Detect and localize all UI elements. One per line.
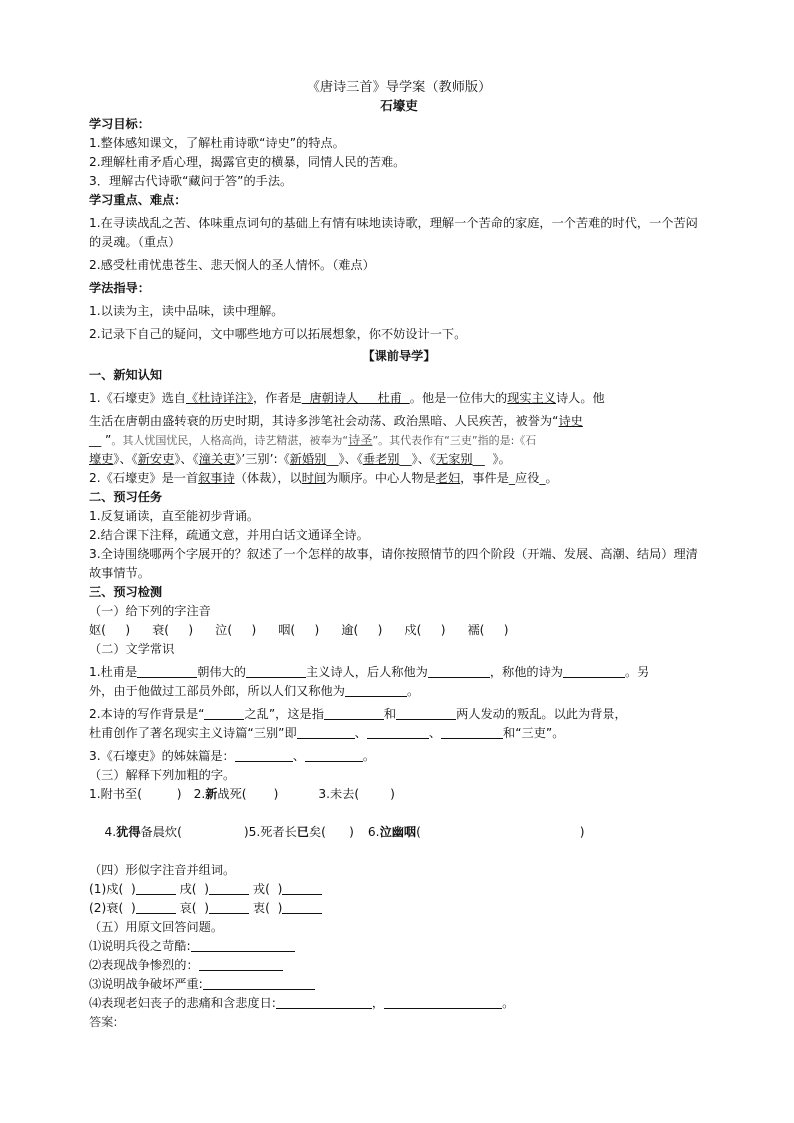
sub-heading: （四）形似字注音并组词。 (89, 863, 236, 877)
form-item: (2)衰( ) (89, 901, 136, 915)
answer-poem: 新婚别 (289, 452, 327, 466)
explain-item[interactable]: ( ) (416, 825, 585, 839)
text: 。 (362, 749, 376, 763)
pinyin-item[interactable]: 泣( ) (215, 623, 257, 637)
pinyin-row (89, 621, 709, 640)
fill-blank[interactable] (305, 747, 363, 762)
bold-char: 新 (205, 787, 218, 801)
focus-item: 2.感受杜甫忧患苍生、悲天悯人的圣人情怀。（难点） (89, 258, 375, 272)
part1-line (89, 389, 709, 408)
literature-line (89, 682, 709, 701)
task-item: 1.反复诵读，直至能初步背诵。 (89, 509, 260, 523)
question-text: ⑶说明战争破坏严重: (89, 977, 203, 991)
fill-blank[interactable] (428, 663, 490, 678)
fill-blank[interactable] (235, 747, 293, 762)
fill-blank[interactable] (282, 880, 322, 895)
text: 、 (292, 749, 305, 763)
part1-line (89, 450, 709, 469)
text: 1.杜甫是 (89, 665, 138, 679)
literature-line (89, 705, 709, 724)
focus-heading: 学习重点、难点： (89, 193, 187, 207)
answer-blank[interactable] (199, 956, 283, 971)
question-line (89, 956, 709, 975)
pinyin-item[interactable]: 戍( ) (404, 623, 446, 637)
fill-blank[interactable] (209, 899, 249, 914)
bold-char: 犹得 (116, 825, 141, 839)
text: ，作者是 (252, 391, 302, 405)
text: （体裁），以 (234, 471, 302, 485)
answer-blank[interactable] (276, 994, 372, 1009)
answer-blank[interactable] (384, 994, 502, 1009)
text: 战死( ) (217, 787, 279, 801)
fill-blank[interactable] (367, 724, 429, 739)
page-title: 《唐诗三首》导学案（教师版） (306, 80, 492, 95)
literature-line (89, 747, 709, 766)
text: 外，由于他做过工部员外郎，所以人们又称他为 (89, 684, 345, 698)
pinyin-item[interactable]: 襦( ) (467, 623, 509, 637)
pre-study-section-title: 【课前导学】 (362, 349, 436, 363)
text: 朝伟大的 (197, 665, 246, 679)
literature-line (89, 663, 709, 682)
method-item: 2.记录下自己的疑问，文中哪些地方可以拓展想象，你不妨设计一下。 (89, 327, 467, 341)
explain-row (89, 785, 709, 804)
text: 》、《 (113, 452, 138, 466)
answer-source: 《杜诗详注》 (185, 391, 253, 405)
form-row (89, 899, 709, 918)
sub-heading: （一）给下列的字注音 (89, 604, 211, 618)
answer-order: 时间 (301, 471, 327, 485)
fill-blank[interactable] (324, 705, 384, 720)
text: __》、《 (326, 452, 363, 466)
fill-blank[interactable] (136, 899, 176, 914)
part1-line (89, 469, 709, 488)
text: 两人发动的叛乱。以此为背景， (456, 707, 627, 721)
page-subtitle: 石壕吏 (380, 98, 418, 113)
text: 杜甫创作了著名现实主义诗篇“三别”即 (89, 726, 297, 740)
text: 。 (545, 471, 558, 485)
pinyin-item[interactable]: 逾( ) (341, 623, 383, 637)
text: 和 (383, 707, 397, 721)
text: 、 (428, 726, 442, 740)
task-item: 3.全诗围绕哪两个字展开的？叙述了一个怎样的故事，请你按照情节的四个阶段（开端、发展、高潮、结局）理清故事情节。 (89, 547, 698, 580)
text: 。其人忧国忧民，人格高尚，诗艺精湛，被奉为“ (111, 434, 349, 447)
task-item: 2.结合课下注释，疏通文意，并用白话文通译全诗。 (89, 528, 369, 542)
goals-heading: 学习目标： (89, 117, 150, 131)
text: 》、《 (174, 452, 199, 466)
text: 。另 (624, 665, 650, 679)
text: 1.《石壕吏》选自 (89, 391, 186, 405)
text: 6. (367, 825, 380, 839)
fill-blank[interactable] (209, 880, 249, 895)
part1-line (89, 412, 709, 431)
answer-blank[interactable] (203, 975, 315, 990)
worksheet-page (89, 78, 709, 1032)
question-line (89, 975, 709, 994)
explain-item[interactable]: 矣( ) (308, 825, 354, 839)
bold-char: 泣幽咽 (379, 825, 417, 839)
method-item: 1.以读为主，读中品味，读中理解。 (89, 304, 284, 318)
text: 生活在唐朝由盛转衰的历史时期，其诗多涉笔社会动荡、政治黑暗、人民疾苦，被誉为“ (89, 414, 559, 428)
text: 》’三别’:《 (235, 452, 290, 466)
answer-event: _应役_ (508, 471, 546, 485)
fill-blank[interactable] (282, 899, 322, 914)
text: ， (371, 996, 385, 1010)
text: 2.本诗的写作背景是“ (89, 707, 205, 721)
fill-blank[interactable] (246, 663, 306, 678)
text: 和“三吏”。 (503, 726, 565, 740)
question-line (89, 994, 709, 1013)
goal-item: 1.整体感知课文，了解杜甫诗歌“诗史”的特点。 (89, 136, 345, 150)
text: 、 (354, 726, 367, 740)
answer-title: 诗圣 (348, 433, 373, 447)
explain-row (89, 804, 709, 861)
answer-poem: 壕吏 (89, 452, 114, 466)
form-item: (1)戍( ) (89, 882, 136, 896)
text: 为顺序。中心人物是 (326, 471, 436, 485)
explain-item[interactable] (194, 785, 279, 804)
fill-blank[interactable] (345, 682, 407, 697)
form-item: 哀( ) (179, 901, 210, 915)
text: 主义诗人，后人称他为 (305, 665, 428, 679)
part3-heading: 三、预习检测 (89, 585, 163, 599)
text: __》、《 (399, 452, 437, 466)
fill-blank[interactable] (137, 663, 197, 678)
question-line (89, 937, 709, 956)
fill-blank[interactable] (136, 880, 176, 895)
sub-heading: （二）文学常识 (89, 642, 175, 656)
answer-author: 杜甫 (365, 391, 410, 405)
text: 诗人。他 (555, 391, 605, 405)
text: 4. (104, 825, 117, 839)
text: 。 (502, 996, 515, 1010)
fill-blank[interactable] (297, 724, 355, 739)
text: 。他是一位伟大的 (409, 391, 508, 405)
fill-blank[interactable] (563, 663, 625, 678)
answer-poem: 垂老别 (362, 452, 400, 466)
pinyin-item[interactable]: 妪( ) (89, 623, 131, 637)
text: 5.死者长 (248, 825, 297, 839)
text: ”。其代表作有“三吏”指的是:《石 (372, 434, 537, 447)
text: 。 (406, 684, 420, 698)
part1-line (89, 431, 709, 450)
part1-heading: 一、新知认知 (89, 368, 163, 382)
question-text: ⑴说明兵役之苛酷: (89, 939, 191, 953)
answer-title: 诗史 (558, 414, 583, 428)
goal-item: 3．理解古代诗歌“藏问于答”的手法。 (89, 174, 293, 188)
fill-blank[interactable] (204, 705, 244, 720)
answer-school: 现实主义 (507, 391, 556, 405)
pinyin-item[interactable]: 咽( ) (278, 623, 320, 637)
explain-item[interactable]: 3.未去( ) (318, 787, 395, 801)
form-item: 衷( ) (252, 901, 283, 915)
text: ，事件是 (460, 471, 509, 485)
answer-poem: 潼关吏 (198, 452, 236, 466)
form-row (89, 880, 709, 899)
question-text: ⑵表现战争惨烈的： (89, 958, 199, 972)
answer-poem: 无家别 (436, 452, 473, 466)
literature-line (89, 724, 709, 743)
question-text: ⑷表现老妇丧子的悲痛和含悲度日: (89, 996, 276, 1010)
part2-heading: 二、预习任务 (89, 490, 163, 504)
method-heading: 学法指导： (89, 281, 150, 295)
sub-heading: （三）解释下列加粗的字。 (89, 768, 236, 782)
text: 2. (193, 787, 206, 801)
sub-heading: （五）用原文回答问题。 (89, 920, 224, 934)
focus-item: 1.在寻读战乱之苦、体味重点词句的基础上有情有味地读诗歌，理解一个苦命的家庭，一个苦难的时代，一个苦闷的灵魂。（重点） (89, 216, 698, 249)
form-item: 戌( ) (179, 882, 210, 896)
answer-dynasty: 唐朝诗人 (301, 391, 366, 405)
answer-poem: 新安吏 (137, 452, 175, 466)
fill-blank[interactable] (396, 705, 456, 720)
form-item: 戎( ) (252, 882, 283, 896)
answer-blank[interactable] (191, 937, 295, 952)
fill-blank[interactable] (441, 724, 503, 739)
text: __ 》。 (472, 452, 511, 466)
goal-item: 2.理解杜甫矛盾心理，揭露官吏的横暴，同情人民的苦难。 (89, 155, 406, 169)
answer-character: 老妇 (435, 471, 461, 485)
text: 2.《石壕吏》是一首 (89, 471, 199, 485)
bold-char: 已 (296, 825, 309, 839)
text: __ ” (89, 433, 112, 447)
text: 之乱”，这是指 (244, 707, 324, 721)
answer-label: 答案: (89, 1015, 118, 1029)
explain-item[interactable]: 1.附书至( ) (89, 787, 182, 801)
explain-item[interactable]: 备晨炊( ) (140, 825, 249, 839)
answer-genre: 叙事诗 (198, 471, 235, 485)
text: 3.《石壕吏》的姊妹篇是： (89, 749, 235, 763)
pinyin-item[interactable]: 衰( ) (152, 623, 194, 637)
text: ，称他的诗为 (489, 665, 563, 679)
